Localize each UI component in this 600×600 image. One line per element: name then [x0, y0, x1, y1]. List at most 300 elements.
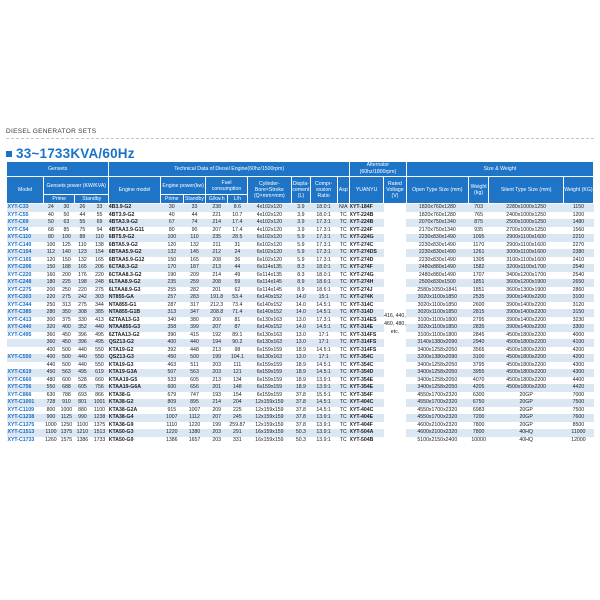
cell-engine-model: 4BTA3.9-G2: [109, 219, 161, 227]
cell-open-weight: 3795: [468, 362, 489, 370]
cell-model: XYT-C140: [7, 242, 44, 250]
cell-displacement: 8.9: [292, 279, 311, 287]
cell-model: XYT-C1238: [7, 414, 44, 422]
cell-silent-size: 3900x1400x2200: [489, 294, 563, 302]
cell-open-size: 2480x880x1490: [406, 272, 468, 280]
cell-displacement: 37.8: [292, 392, 311, 400]
table-row: [7, 264, 594, 272]
cell-engine-standby: 187: [183, 264, 206, 272]
cell-engine-prime: 80: [160, 227, 183, 235]
cell-compression: 17:1: [310, 354, 337, 362]
cell-standby-kva: 1100: [90, 407, 109, 415]
cell-compression: 18.0:1: [310, 204, 337, 212]
cell-engine-prime: 600: [160, 384, 183, 392]
cell-prime-kva: 188: [58, 264, 75, 272]
cell-alternator: XYT-314FS: [350, 332, 384, 340]
cell-open-weight: 6300: [468, 392, 489, 400]
cell-open-size: 4600x2100x2320: [406, 422, 468, 430]
cell-prime-kw: 450: [44, 369, 58, 377]
cell-silent-size: 4500x1800x2200: [489, 384, 563, 392]
cell-standby-kva: 1733: [90, 437, 109, 445]
cell-displacement: 13.0: [292, 339, 311, 347]
cell-engine-model: NT855-GA: [109, 294, 161, 302]
cell-asp: TC: [337, 362, 349, 370]
cell-cylinder: 6x140x152: [247, 294, 291, 302]
cell-silent-weight: 2860: [563, 287, 593, 295]
cell-fuel-lh: 81: [228, 317, 248, 325]
cell-asp: TC: [337, 287, 349, 295]
cell-prime-kw: 112: [44, 249, 58, 257]
cell-cylinder: 6x159x159: [247, 384, 291, 392]
cell-engine-model: KTA19-G3: [109, 362, 161, 370]
cell-engine-standby: 448: [183, 347, 206, 355]
cell-asp: TC: [337, 414, 349, 422]
cell-silent-weight: 2380: [563, 249, 593, 257]
cell-engine-standby: 1112: [183, 414, 206, 422]
cell-engine-prime: 132: [160, 249, 183, 257]
cell-standby-kw: 528: [75, 377, 90, 385]
cell-alternator: XYT-314FS: [350, 347, 384, 355]
table-row: [7, 437, 594, 445]
cell-open-weight: 6983: [468, 407, 489, 415]
cell-cylinder: 6x140x152: [247, 309, 291, 317]
cell-engine-standby: 282: [183, 287, 206, 295]
cell-fuel-lh: 36: [228, 257, 248, 265]
cell-cylinder: 4x102x120: [247, 219, 291, 227]
table-row: [7, 377, 594, 385]
cell-compression: 14.5:1: [310, 347, 337, 355]
cell-prime-kw: 550: [44, 384, 58, 392]
cell-engine-prime: 100: [160, 234, 183, 242]
cell-model: XYT-C33: [7, 204, 44, 212]
cell-engine-model: KTA38-G: [109, 392, 161, 400]
cell-fuel-lh: 10.7: [228, 212, 248, 220]
cell-fuel-lh: 17.4: [228, 227, 248, 235]
cell-compression: 14.5:1: [310, 302, 337, 310]
cell-fuel-gkw: 212: [206, 249, 228, 257]
cell-engine-standby: 511: [183, 362, 206, 370]
cell-model: XYT-C1513: [7, 429, 44, 437]
cell-engine-model: 6LTAA8.9-G2: [109, 279, 161, 287]
table-row: [7, 242, 594, 250]
cell-silent-weight: 2540: [563, 264, 593, 272]
header-asp: Asp: [337, 177, 349, 204]
cell-alternator: XYT-274D: [350, 257, 384, 265]
cell-cylinder: 6x159x159: [247, 362, 291, 370]
cell-standby-kw: 132: [75, 257, 90, 265]
cell-prime-kw: 1260: [45, 436, 57, 443]
cell-engine-prime: 170: [160, 264, 183, 272]
cell-open-weight: 1095: [468, 234, 489, 242]
cell-prime-kw: 200: [44, 287, 58, 295]
cell-alternator: XYT-224F: [350, 227, 384, 235]
cell-standby-kw: 396: [75, 339, 90, 347]
cell-model: XYT-C1733: [7, 437, 44, 445]
cell-fuel-gkw: 194: [206, 339, 228, 347]
cell-engine-model: KTA50-G3: [109, 429, 161, 437]
cell-engine-standby: 33: [183, 204, 206, 212]
cell-engine-standby: 605: [183, 377, 206, 385]
cell-engine-model: 6BTAA5.9-G2: [109, 249, 161, 257]
cell-engine-model: 6BTAA5.9-G12: [109, 257, 161, 265]
cell-compression: 18.0:1: [310, 264, 337, 272]
cell-cylinder: 6x102x120: [247, 242, 291, 250]
cell-displacement: 18.9: [292, 377, 311, 385]
cell-silent-weight: 4000: [563, 332, 593, 340]
cell-engine-model: NTA855-G1: [109, 302, 161, 310]
cell-silent-weight: 1200: [563, 212, 593, 220]
cell-model: XYT-C94: [7, 227, 44, 235]
cell-open-weight: 703: [468, 204, 489, 212]
cell-cylinder: 16x159x159: [247, 429, 291, 437]
cell-alternator: XYT-184F: [350, 204, 384, 212]
cell-open-weight: 7800: [468, 422, 489, 430]
cell-fuel-gkw: 199: [206, 422, 228, 430]
table-row: [7, 422, 594, 430]
cell-prime-kva: 140: [58, 249, 75, 257]
cell-fuel-gkw: 200: [206, 317, 228, 325]
cell-asp: TC: [337, 422, 349, 430]
cell-asp: TC: [337, 429, 349, 437]
cell-model: XYT-C385: [7, 309, 44, 317]
cell-fuel-lh: 331: [228, 437, 248, 445]
cell-open-weight: 765: [468, 212, 489, 220]
cell-standby-kva: 275: [90, 287, 109, 295]
cell-engine-prime: 358: [160, 324, 183, 332]
cell-fuel-lh: 204: [228, 399, 248, 407]
genset-table-wrapper: [6, 161, 594, 444]
cell-silent-weight: 2210: [563, 234, 593, 242]
cell-silent-weight: 1150: [563, 204, 593, 212]
cell-fuel-lh: 17.4: [228, 219, 248, 227]
cell-compression: 17.3:1: [310, 249, 337, 257]
cell-standby-kw: 110: [75, 242, 90, 250]
cell-cylinder: 6x159x159: [247, 392, 291, 400]
cell-engine-standby: 347: [183, 309, 206, 317]
cell-silent-weight: 4420: [563, 384, 593, 392]
cell-asp: TC: [337, 309, 349, 317]
table-row: [7, 309, 594, 317]
cell-compression: 14.5:1: [310, 369, 337, 377]
cell-silent-weight: 3150: [563, 309, 593, 317]
cell-prime-kw: 400: [44, 354, 58, 362]
cell-alternator: XYT-354E: [350, 377, 384, 385]
cell-standby-kva: 220: [90, 272, 109, 280]
cell-fuel-gkw: 207: [206, 414, 228, 422]
cell-standby-kva: 495: [90, 339, 109, 347]
cell-prime-kva: 1250: [58, 422, 75, 430]
cell-silent-size: 2280x1000x1250: [489, 204, 563, 212]
cell-open-size: 3400x1258x2050: [406, 369, 468, 377]
cell-cylinder: 6x159x159: [247, 347, 291, 355]
cell-open-weight: 4205: [468, 384, 489, 392]
cell-standby-kw: 352: [75, 324, 90, 332]
cell-prime-kw: 1100: [45, 429, 57, 436]
cell-prime-kva: 313: [58, 302, 75, 310]
cell-displacement: 5.9: [292, 242, 311, 250]
cell-standby-kw: 55: [75, 219, 90, 227]
cell-standby-kva: 619: [90, 369, 109, 377]
cell-engine-model: QSZ13-G2: [109, 339, 161, 347]
square-bullet-icon: [6, 151, 12, 157]
cell-standby-kva: 303: [90, 294, 109, 302]
cell-alternator: XYT-274H: [350, 279, 384, 287]
cell-open-size: 2230x830x1490: [406, 257, 468, 265]
cell-fuel-gkw: 213: [206, 377, 228, 385]
cell-fuel-gkw: 212.3: [206, 302, 228, 310]
cell-engine-standby: 283: [183, 294, 206, 302]
cell-standby-kva: 385: [90, 309, 109, 317]
cell-prime-kw: 80: [44, 234, 58, 242]
cell-cylinder: 12x159x159: [247, 407, 291, 415]
cell-standby-kva: 660: [90, 377, 109, 385]
cell-engine-model: KTA38-G4: [109, 414, 161, 422]
cell-open-weight: 1170: [468, 242, 489, 250]
cell-fuel-gkw: 214: [206, 272, 228, 280]
cell-compression: 17:1: [310, 339, 337, 347]
cell-engine-model: KTA38-G9: [109, 422, 161, 430]
cell-standby-kw: 396: [75, 332, 90, 340]
cell-engine-model: NTAA855-G3: [109, 324, 161, 332]
cell-engine-standby: 747: [183, 392, 206, 400]
cell-standby-kva: 33: [90, 204, 109, 212]
cell-cylinder: 6x140x152: [247, 302, 291, 310]
cell-standby-kw: 440: [75, 362, 90, 370]
cell-displacement: 18.9: [292, 347, 311, 355]
cell-model: XYT-C866: [7, 392, 44, 400]
cell-fuel-lh: 134: [228, 377, 248, 385]
table-row: [7, 257, 594, 265]
table-row: [7, 324, 594, 332]
cell-standby-kva: 344: [90, 302, 109, 310]
cell-silent-size: 20GP: [489, 407, 563, 415]
cell-alternator: XYT-314ES: [350, 317, 384, 325]
cell-prime-kva: 275: [58, 294, 75, 302]
cell-fuel-gkw: 207: [206, 227, 228, 235]
cell-fuel-gkw: 213: [206, 264, 228, 272]
cell-silent-weight: 11000: [563, 429, 593, 437]
cell-open-weight: 2795: [468, 317, 489, 325]
cell-model: XYT-C1375: [7, 422, 44, 430]
cell-engine-model: 6BTA5.9-G2: [109, 242, 161, 250]
cell-open-size: 2170x750x1340: [406, 227, 468, 235]
cell-engine-standby: 656: [183, 384, 206, 392]
cell-compression: 17.3:1: [310, 317, 337, 325]
cell-asp: TC: [337, 392, 349, 400]
cell-silent-size: 2500x1000x1250: [489, 219, 563, 227]
cell-prime-kw: 120: [44, 257, 58, 265]
cell-engine-prime: 255: [160, 287, 183, 295]
cell-engine-prime: 1220: [160, 429, 183, 437]
cell-open-weight: 2815: [468, 309, 489, 317]
cell-silent-weight: 3300: [563, 324, 593, 332]
cell-open-size: 2580x1050x1841: [406, 287, 468, 295]
cell-silent-size: 4500x1800x2200: [489, 362, 563, 370]
cell-engine-standby: 895: [183, 399, 206, 407]
cell-fuel-lh: 259.87: [229, 421, 246, 428]
cell-engine-prime: 450: [160, 354, 183, 362]
cell-engine-model: KTA38-G2: [109, 399, 161, 407]
cell-asp: TC: [337, 257, 349, 265]
cell-standby-kva: 69: [90, 219, 109, 227]
cell-silent-weight: 7500: [563, 399, 593, 407]
cell-silent-size: 4500x1800x2200: [489, 347, 563, 355]
cell-fuel-lh: 8.6: [228, 204, 248, 212]
cell-prime-kva: 150: [58, 257, 75, 265]
cell-displacement: 14.0: [292, 302, 311, 310]
cell-prime-kva: 100: [58, 234, 75, 242]
cell-fuel-lh: 59: [228, 279, 248, 287]
cell-alternator: XYT-274J: [350, 287, 384, 295]
cell-engine-prime: 340: [160, 317, 183, 325]
cell-fuel-gkw: 193: [206, 392, 228, 400]
cell-silent-weight: 4200: [563, 347, 593, 355]
cell-displacement: 14.0: [292, 324, 311, 332]
cell-open-weight: 2600: [468, 302, 489, 310]
cell-standby-kva: 94: [90, 227, 109, 235]
cell-silent-weight: 4300: [563, 362, 593, 370]
table-row: [7, 384, 594, 392]
cell-alternator: XYT-274K: [350, 294, 384, 302]
cell-engine-model: 4B3.9-G2: [109, 204, 161, 212]
cell-displacement: 5.9: [292, 257, 311, 265]
cell-engine-standby: 74: [183, 219, 206, 227]
cell-standby-kw: 123: [75, 249, 90, 257]
cell-prime-kw: 360: [44, 332, 58, 340]
cell-alternator: XYT-504B: [350, 437, 384, 445]
header-prime: Prime: [44, 195, 75, 204]
cell-engine-model: 4BTAA3.9-G11: [109, 227, 161, 235]
cell-silent-size: 2900x1100x1600: [489, 242, 563, 250]
cell-asp: TC: [337, 302, 349, 310]
cell-prime-kw: 630: [44, 392, 58, 400]
cell-silent-size: 3900x1400x2200: [489, 309, 563, 317]
cell-silent-weight: 2540: [563, 272, 593, 280]
cell-silent-weight: 2270: [563, 242, 593, 250]
cell-fuel-lh: 121: [228, 369, 248, 377]
cell-fuel-gkw: 214: [206, 399, 228, 407]
cell-alternator: XYT-404C: [350, 407, 384, 415]
cell-displacement: 37.8: [292, 399, 311, 407]
cell-compression: 17.3:1: [310, 227, 337, 235]
header-fuel: Fuel consumption: [206, 177, 247, 195]
cell-displacement: 14.0: [292, 309, 311, 317]
cell-alternator: XYT-354D: [350, 369, 384, 377]
header-alternator: Alternator (60hz/1800rpm): [350, 162, 407, 177]
cell-standby-kva: 495: [90, 332, 109, 340]
header-rated-voltage: Rated Voltage (V): [384, 177, 407, 204]
cell-engine-standby: 90: [183, 227, 206, 235]
cell-cylinder: 6x102x120: [247, 257, 291, 265]
cell-cylinder: 6x130x163: [247, 339, 291, 347]
cell-displacement: 50.3: [292, 429, 311, 437]
cell-open-size: 3020x1100x1850: [406, 294, 468, 302]
cell-fuel-lh: 148: [228, 384, 248, 392]
cell-prime-kw: 800: [44, 407, 58, 415]
cell-open-weight: 7800: [468, 429, 489, 437]
cell-model: XYT-C275: [7, 287, 44, 295]
cell-displacement: 8.3: [292, 272, 311, 280]
cell-silent-weight: 8500: [563, 422, 593, 430]
cell-silent-size: 3900x1400x2200: [489, 324, 563, 332]
cell-prime-kva: 1375: [58, 429, 75, 437]
header-tech-data: Technical Data of Diesel Engine(60hz/1500rpm): [109, 162, 350, 177]
cell-engine-standby: 1380: [183, 429, 206, 437]
cell-asp: TC: [337, 317, 349, 325]
cell-displacement: 13.0: [292, 317, 311, 325]
header-compression: Compr-ession Ratio: [310, 177, 337, 204]
cell-open-size: 3200x1380x2090: [406, 354, 468, 362]
cell-open-weight: 1851: [468, 287, 489, 295]
cell-prime-kva: 1000: [58, 407, 75, 415]
cell-engine-prime: 67: [160, 219, 183, 227]
cell-engine-prime: 40: [160, 212, 183, 220]
cell-asp: TC: [337, 272, 349, 280]
cell-cylinder: 6x130x163: [247, 332, 291, 340]
cell-displacement: 3.9: [292, 204, 311, 212]
header-standby: Standby: [75, 195, 109, 204]
cell-prime-kw: 50: [44, 219, 58, 227]
cell-engine-standby: 209: [183, 272, 206, 280]
cell-fuel-gkw: 235: [206, 234, 228, 242]
cell-fuel-lh: 111: [228, 362, 248, 370]
cell-open-size: 2480x880x1490: [406, 264, 468, 272]
cell-model: XYT-C110: [7, 234, 44, 242]
cell-prime-kva: 450: [58, 339, 75, 347]
cell-engine-standby: 1220: [183, 422, 206, 430]
cell-open-weight: 2845: [468, 332, 489, 340]
cell-asp: TC: [337, 242, 349, 250]
cell-silent-weight: 4200: [563, 354, 593, 362]
cell-compression: 17.3:1: [310, 242, 337, 250]
cell-engine-standby: 500: [183, 354, 206, 362]
cell-open-weight: 4070: [468, 377, 489, 385]
cell-standby-kva: 110: [90, 234, 109, 242]
cell-engine-prime: 1386: [160, 437, 183, 445]
cell-model: XYT-C248: [7, 279, 44, 287]
table-row: [7, 219, 594, 227]
cell-displacement: 3.9: [292, 212, 311, 220]
cell-cylinder: 6x114x135: [247, 264, 291, 272]
cell-compression: 13.9:1: [310, 384, 337, 392]
cell-model: [7, 362, 44, 370]
header-silent-type: Silent Type Size (mm): [489, 177, 563, 204]
cell-standby-kw: 220: [75, 287, 90, 295]
cell-cylinder: 4x102x120: [247, 204, 291, 212]
cell-silent-size: 20GP: [489, 422, 563, 430]
cell-displacement: 18.9: [292, 362, 311, 370]
cell-silent-size: 3600x1300x1900: [489, 287, 563, 295]
cell-engine-prime: 287: [160, 302, 183, 310]
cell-cylinder: 6x114x145: [247, 287, 291, 295]
cell-asp: TC: [337, 279, 349, 287]
cell-fuel-gkw: 238: [206, 204, 228, 212]
cell-silent-size: 40HQ: [489, 437, 563, 445]
cell-fuel-gkw: 211: [206, 242, 228, 250]
cell-cylinder: 6x102x120: [247, 249, 291, 257]
cell-asp: TC: [337, 407, 349, 415]
cell-prime-kva: 200: [58, 272, 75, 280]
cell-prime-kva: 350: [58, 309, 75, 317]
cell-compression: 14.5:1: [310, 309, 337, 317]
cell-model: XYT-C206: [7, 264, 44, 272]
cell-standby-kva: 1375: [90, 422, 109, 430]
cell-alternator: XYT-354C: [350, 362, 384, 370]
cell-standby-kva: 1001: [90, 399, 109, 407]
table-body: [7, 204, 594, 445]
cell-asp: TC: [337, 384, 349, 392]
table-row: [7, 414, 594, 422]
